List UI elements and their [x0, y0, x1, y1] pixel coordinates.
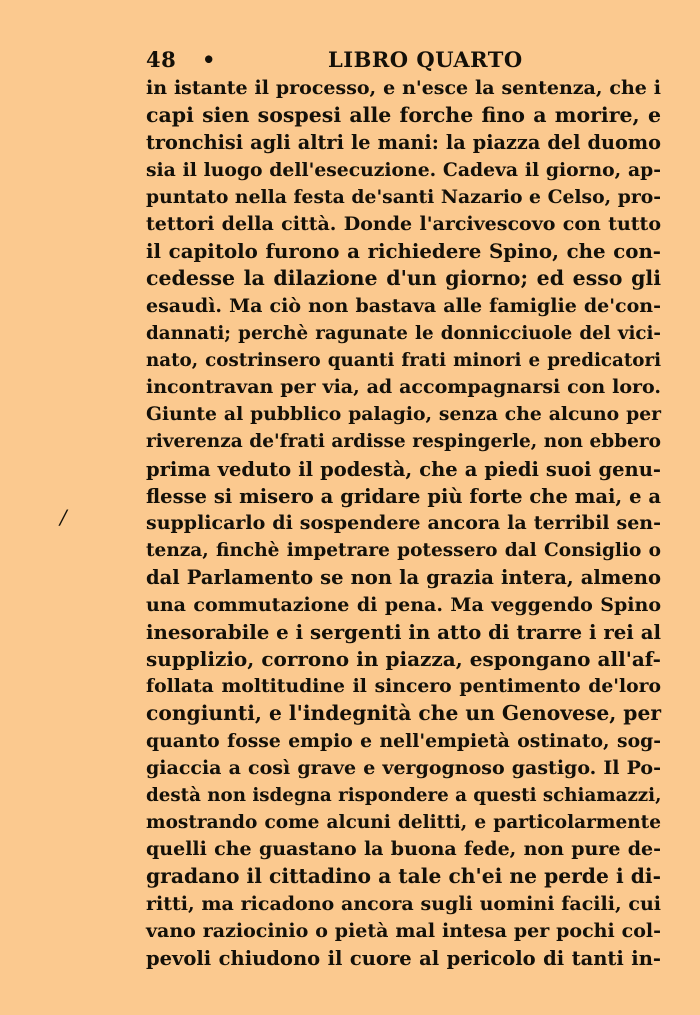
text-line: ritti, ma ricadono ancora sugli uomini facili, cui [146, 892, 661, 915]
text-line: prima veduto il podestà, che a piedi suoi genu- [146, 457, 661, 481]
text-line: in istante il processo, e n'esce la sentenza, che i [146, 77, 661, 99]
text-line: flesse si misero a gridare più forte che mai, e a [146, 484, 661, 508]
text-line: sia il luogo dell'esecuzione. Cadeva il giorno, ap- [146, 158, 661, 181]
text-line: tronchisi agli altri le mani: la piazza del duomo [146, 131, 661, 155]
text-line: dannati; perchè ragunate le donnicciuole del vici- [146, 322, 661, 344]
page-number: 48 [146, 47, 177, 72]
text-line: destà non isdegna rispondere a questi schiamazzi, [146, 784, 662, 806]
text-line: esaudì. Ma ciò non bastava alle famiglie de'con- [146, 294, 661, 317]
text-line: nato, costrinsero quanti frati minori e predicatori [146, 349, 661, 371]
body-text [146, 75, 661, 972]
header-ornament: • [202, 47, 216, 72]
text-line: quelli che guastano la buona fede, non pure de- [146, 838, 661, 861]
text-line: quanto fosse empio e nell'empietà ostinato, sog- [146, 729, 661, 752]
text-line: incontravan per via, ad accompagnarsi con loro. [146, 376, 661, 399]
text-line: tettori della città. Donde l'arcivescovo con tutto [146, 212, 661, 235]
page-header [146, 47, 660, 75]
text-line: cedesse la dilazione d'un giorno; ed esso gli [146, 266, 661, 291]
text-line: il capitolo furono a richiedere Spino, che con- [146, 239, 661, 264]
text-line: supplicarlo di sospendere ancora la terribil sen- [146, 512, 661, 534]
text-line: capi sien sospesi alle forche fino a morire, e [146, 103, 661, 128]
text-line: mostrando come alcuni delitti, e particolarmente [146, 812, 661, 834]
text-line: Giunte al pubblico palagio, senza che alcuno per [146, 403, 661, 426]
margin-mark: / [60, 505, 67, 529]
text-line: dal Parlamento se non la grazia intera, almeno [146, 566, 661, 590]
text-line: puntato nella festa de'santi Nazario e Celso, pro- [146, 185, 661, 208]
text-line: congiunti, e l'indegnità che un Genovese, per [146, 701, 662, 726]
text-line: inesorabile e i sergenti in atto di trarre i rei al [146, 619, 661, 644]
text-line: gradano il cittadino a tale ch'ei ne perde i di- [146, 864, 661, 889]
running-title: LIBRO QUARTO [328, 47, 523, 72]
text-line: giaccia a così grave e vergognoso gastigo. Il Po- [146, 756, 661, 779]
text-line: pevoli chiudono il cuore al pericolo di tanti in- [146, 947, 661, 970]
text-line: supplizio, corrono in piazza, espongano all'af- [146, 646, 661, 671]
text-line: follata moltitudine il sincero pentimento de'loro [146, 675, 661, 698]
text-line: riverenza de'frati ardisse respingerle, non ebbero [146, 431, 661, 453]
text-line: vano raziocinio o pietà mal intesa per pochi col- [146, 919, 661, 942]
text-line: tenza, finchè impetrare potessero dal Consiglio o [146, 540, 661, 562]
text-line: una commutazione di pena. Ma veggendo Spino [146, 593, 661, 616]
